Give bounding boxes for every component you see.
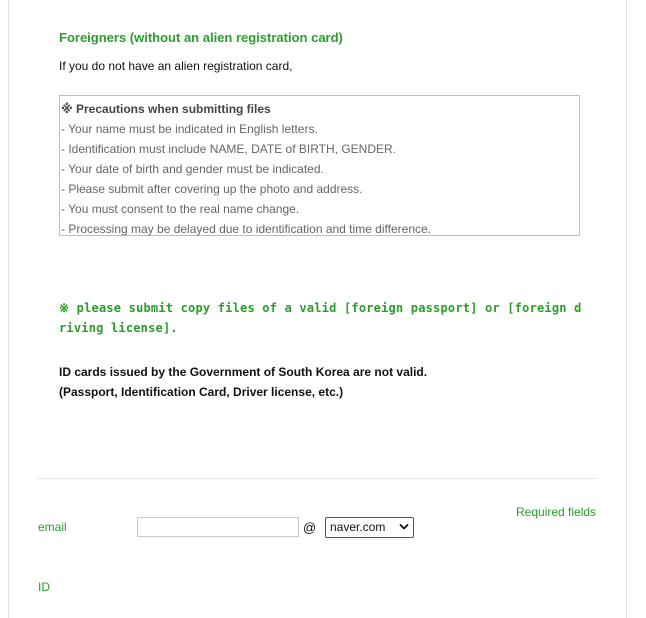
section-subtitle: If you do not have an alien registration card, [59,59,293,73]
precaution-item: - You must consent to the real name change. [61,202,300,216]
precaution-item: - Identification must include NAME, DATE of BIRTH, GENDER. [61,142,396,156]
precaution-item: - Please submit after covering up the photo and address. [61,182,363,196]
precaution-item: - Your date of birth and gender must be indicated. [61,162,324,176]
section-title: Foreigners (without an alien registration card) [59,30,343,45]
precautions-box [59,95,580,236]
precaution-item: - Your name must be indicated in English letters. [61,122,318,136]
precaution-item: - Processing may be delayed due to identification and time difference. [61,222,431,236]
divider [38,478,596,479]
email-domain-select[interactable] [325,517,414,538]
submission-notice: ※ please submit copy files of a valid [foreign passport] or [foreign driving license]. [59,301,582,335]
korea-id-note-line2: (Passport, Identification Card, Driver license, etc.) [59,385,344,399]
required-fields-label: Required fields [516,505,597,519]
id-label: ID [38,580,50,594]
chevron-down-icon [399,522,409,532]
korea-id-note [59,362,427,402]
email-input[interactable] [137,517,299,537]
email-label: email [38,520,67,534]
at-sign: @ [303,520,317,535]
korea-id-note-line1: ID cards issued by the Government of South Korea are not valid. [59,365,428,379]
email-domain-value: naver.com [330,520,386,534]
precautions-heading: ※ Precautions when submitting files [61,102,271,116]
